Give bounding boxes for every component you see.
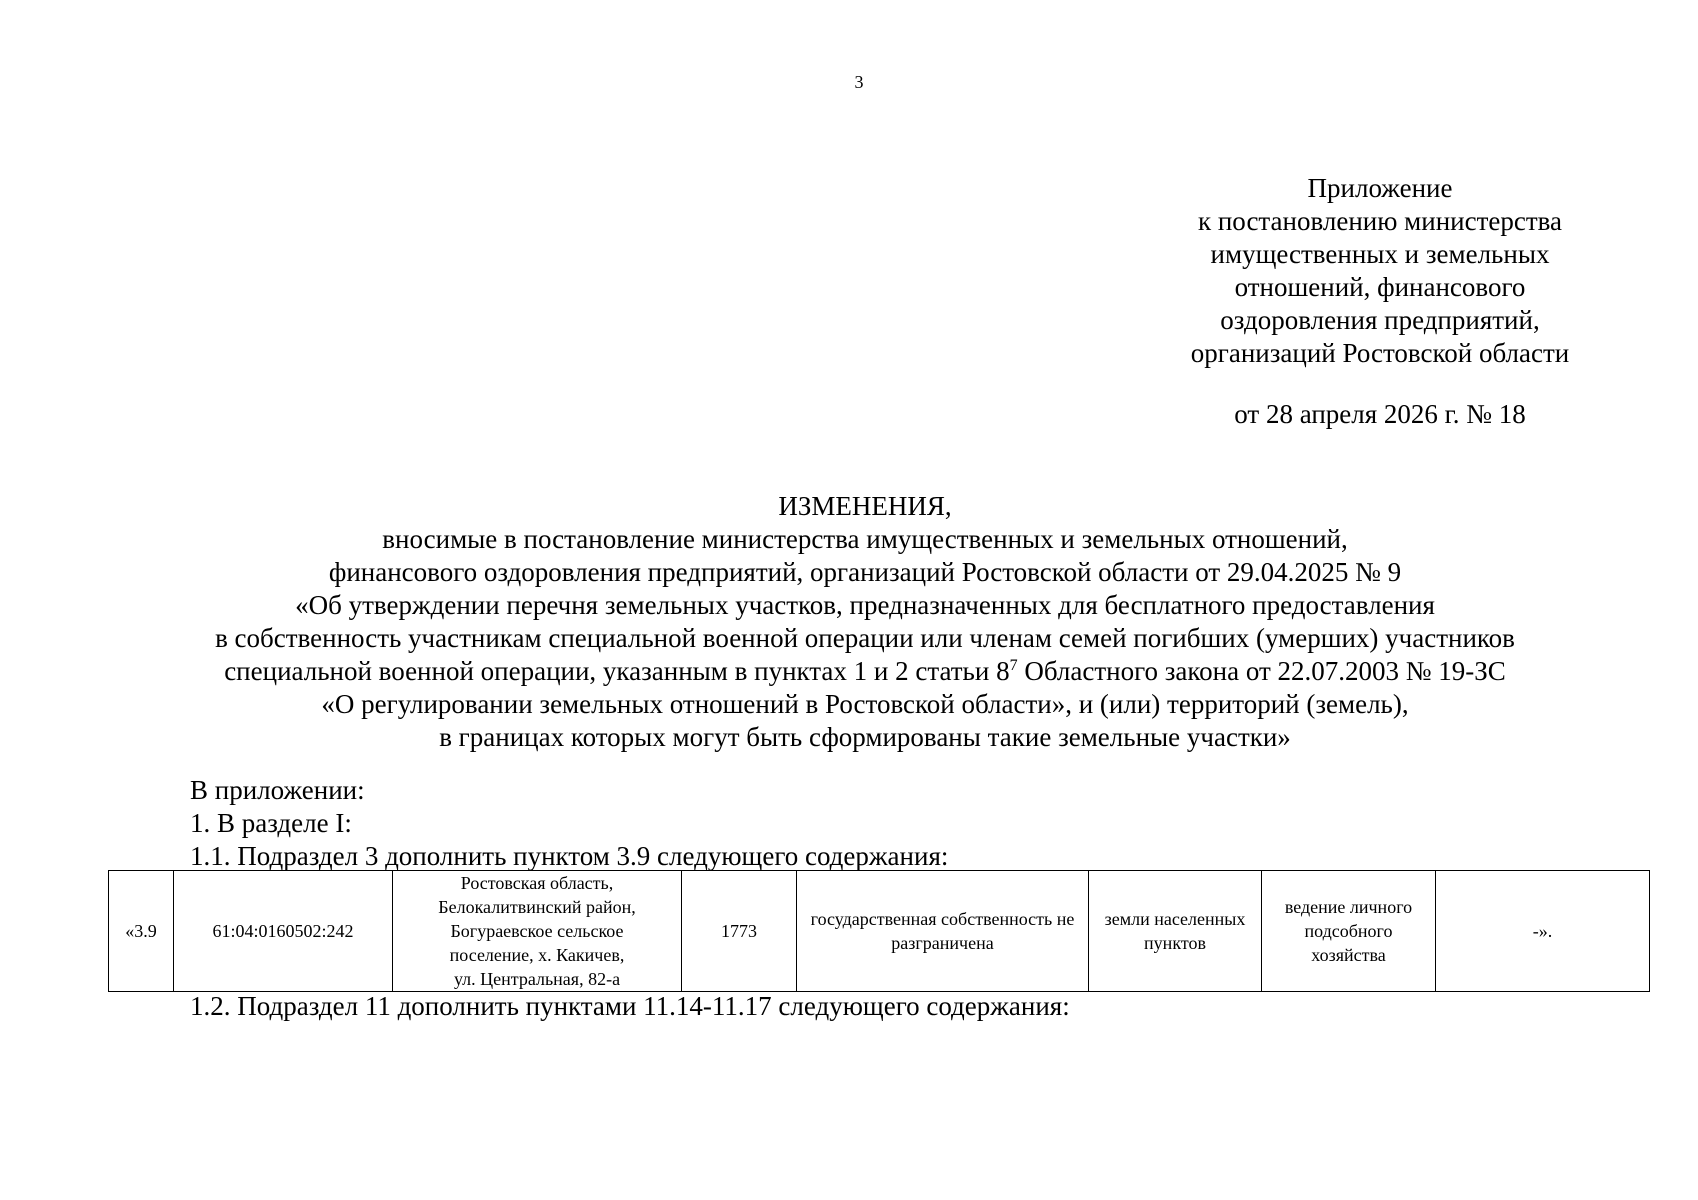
appendix-header [1170, 172, 1590, 431]
appendix-line: Приложение [1307, 173, 1453, 203]
paragraph-item-1-1: 1.1. Подраздел 3 дополнить пунктом 3.9 следующего содержания: [190, 841, 949, 871]
article-superscript: 7 [1009, 657, 1018, 674]
document-title [100, 490, 1630, 754]
paragraph-in-appendix: В приложении: [190, 775, 365, 805]
address-line: Белокалитвинский район, [438, 897, 636, 917]
title-line: в собственность участникам специальной военной операции или членам семей погибших (умерших) участников [215, 623, 1515, 653]
title-line-part: специальной военной операции, указанным в пунктах 1 и 2 статьи 8 [224, 656, 1010, 686]
appendix-line: к постановлению министерства [1197, 206, 1563, 236]
page-number: 3 [854, 72, 864, 92]
address-line: Ростовская область, [460, 873, 614, 893]
cell-land-category: земли населенных пунктов [1089, 871, 1262, 992]
paragraph-section-1: 1. В разделе I: [190, 808, 352, 838]
appendix-line: оздоровления предприятий, [1220, 305, 1540, 335]
appendix-date: от 28 апреля 2026 г. № 18 [1234, 399, 1526, 429]
title-heading: ИЗМЕНЕНИЯ, [778, 491, 952, 521]
cell-ownership: государственная собственность не разграничена [797, 871, 1089, 992]
cell-note: -». [1436, 871, 1650, 992]
cell-number: «3.9 [109, 871, 174, 992]
appendix-line: имущественных и земельных [1210, 239, 1550, 269]
cell-area: 1773 [682, 871, 797, 992]
title-line-part: Областного закона от 22.07.2003 № 19-ЗС [1017, 656, 1506, 686]
title-line: «О регулировании земельных отношений в Ростовской области», и (или) территорий (земель), [321, 689, 1409, 719]
table-row [109, 871, 1650, 992]
changes-table [108, 870, 1650, 992]
title-line: «Об утверждении перечня земельных участков, предназначенных для бесплатного предоставления [295, 590, 1435, 620]
address-line: Богураевское сельское [450, 921, 624, 941]
appendix-line: организаций Ростовской области [1190, 338, 1570, 368]
paragraph-item-1-2: 1.2. Подраздел 11 дополнить пунктами 11.14-11.17 следующего содержания: [190, 991, 1070, 1021]
address-line: поселение, х. Какичев, [449, 945, 625, 965]
title-line: вносимые в постановление министерства имущественных и земельных отношений, [382, 524, 1348, 554]
appendix-line: отношений, финансового [1234, 272, 1526, 302]
cell-cadastral-number: 61:04:0160502:242 [174, 871, 393, 992]
title-line-with-superscript [100, 655, 1630, 688]
cell-address [393, 871, 682, 992]
title-line: финансового оздоровления предприятий, организаций Ростовской области от 29.04.2025 № 9 [328, 557, 1402, 587]
address-line: ул. Центральная, 82-а [453, 969, 621, 989]
cell-permitted-use: ведение личного подсобного хозяйства [1262, 871, 1436, 992]
title-line: в границах которых могут быть сформированы такие земельные участки» [439, 722, 1291, 752]
